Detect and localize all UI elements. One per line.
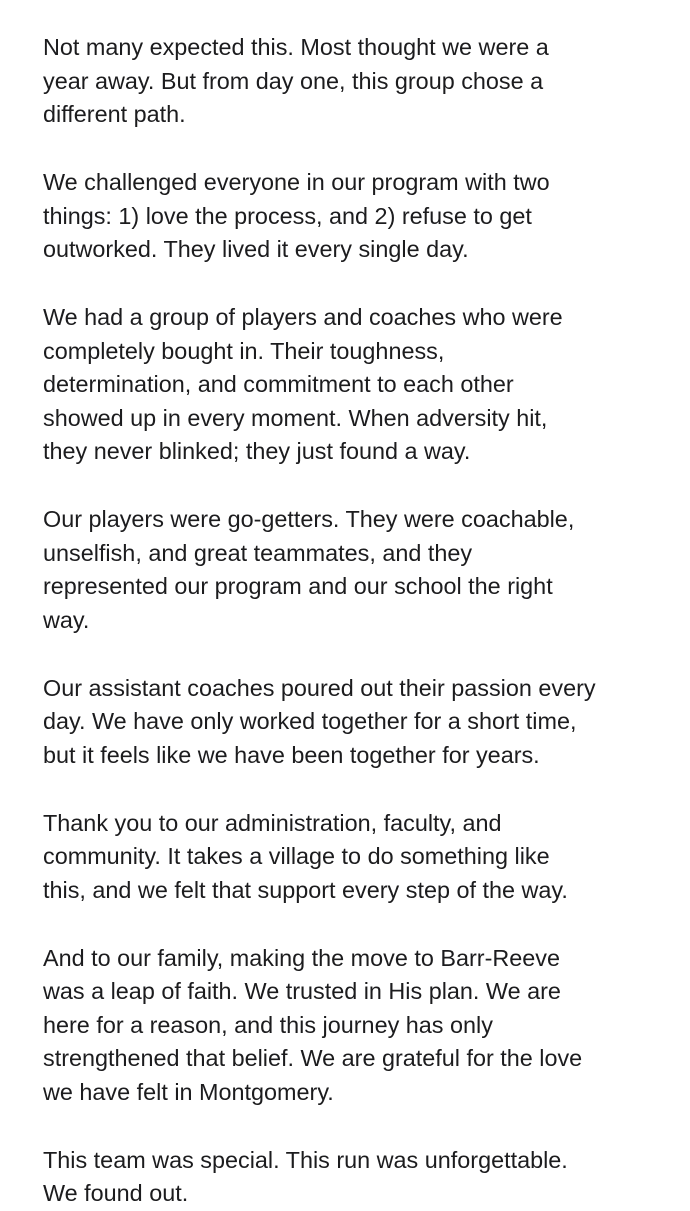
paragraph-7: And to our family, making the move to Barr-Reeve was a leap of faith. We trusted in His plan. We are here for a reason, and this journey has only strengthened that belief. We are grateful for the love we have felt in Montgomery. <box>43 944 583 1105</box>
document-body <box>43 31 673 1211</box>
paragraph-5: Our assistant coaches poured out their passion every day. We have only worked together for a short time, but it feels like we have been together for years. <box>43 674 596 768</box>
paragraph-6: Thank you to our administration, faculty, and community. It takes a village to do something like this, and we felt that support every step of the way. <box>43 809 568 903</box>
paragraph-2: We challenged everyone in our program with two things: 1) love the process, and 2) refuse to get outworked. They lived it every single day. <box>43 169 550 262</box>
paragraph-8: This team was special. This run was unforgettable. We found out. <box>43 1146 568 1206</box>
paragraph-4: Our players were go-getters. They were coachable, unselfish, and great teammates, and they represented our program and our school the right way. <box>43 506 575 633</box>
paragraph-1: Not many expected this. Most thought we were a year away. But from day one, this group chose a different path. <box>43 34 549 127</box>
paragraph-3: We had a group of players and coaches who were completely bought in. Their toughness, determination, and commitment to each other showed up in every moment. When adversity hit, they never blinked; they just found a way. <box>43 304 563 464</box>
